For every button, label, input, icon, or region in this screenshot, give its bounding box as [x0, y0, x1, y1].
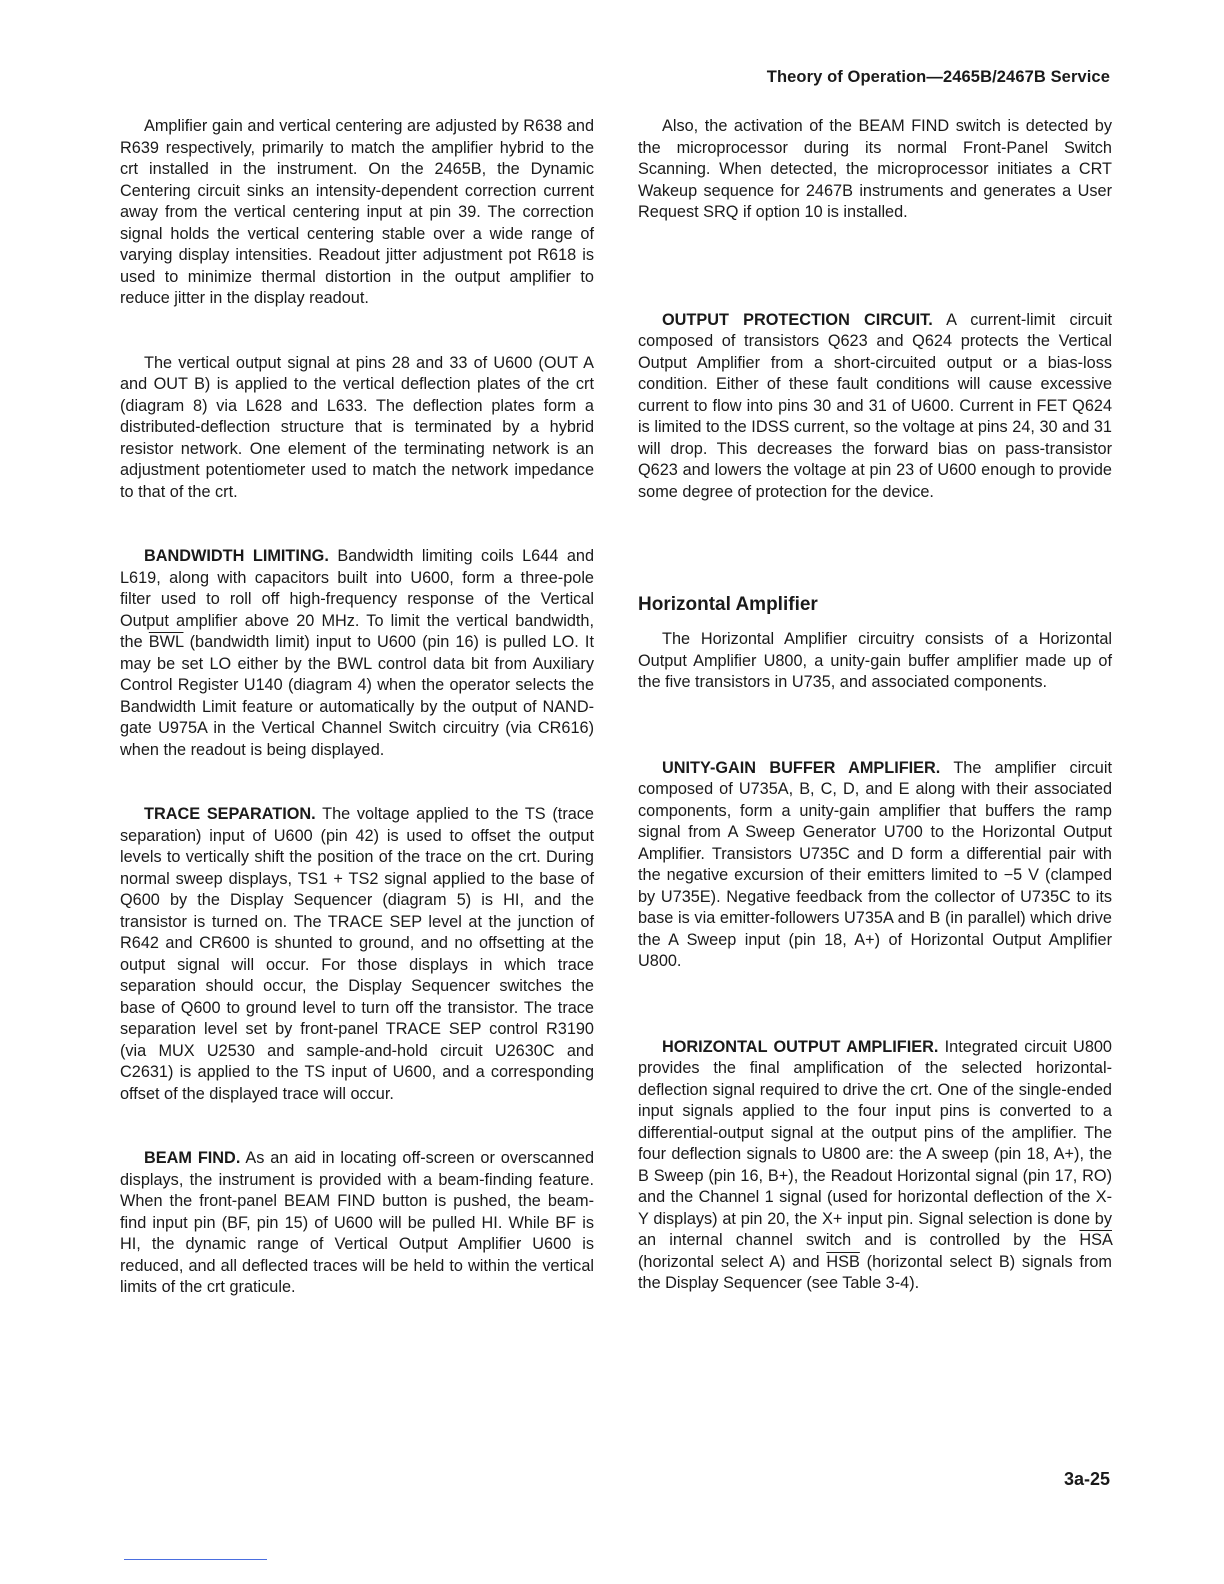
right-column — [638, 116, 1112, 1295]
trace-separation-paragraph — [120, 804, 594, 1105]
page-number: 3a-25 — [1063, 1469, 1110, 1489]
beam-find-heading: BEAM FIND. — [144, 1149, 241, 1167]
horizontal-amplifier-heading: Horizontal Amplifier — [638, 594, 818, 615]
hsb-signal: $\overline{HSB}$ — [826, 1252, 860, 1271]
bandwidth-limiting-paragraph — [120, 546, 594, 761]
hsa-signal: $\overline{HSA}$ — [1079, 1231, 1112, 1249]
output-protection-text: A current-limit circuit composed of transistors Q623 and Q624 protects the Vertical Output Amplifier from a short-circuited output or a bias-loss condition. Either of these fault conditions will cause excessive current to flow into pins 30 and 31 of U600. Current in FET Q624 is limited to the IDSS current, so the voltage at pins 24, 30 and 31 will drop. This decreases the forward bias on pass-transistor Q623 and lowers the voltage at pin 23 of U600 enough to provide some degree of protection for the device. — [638, 310, 1112, 501]
horizontal-output-text-3: (horizontal select B) signals from the Display Sequencer (see Table 3-4). — [638, 1252, 1112, 1292]
horizontal-output-text-1: Integrated circuit U800 provides the final amplification of the selected horizontal-deflection signal required to drive the crt. One of the single-ended input signals applied to the four input pins is converted to a differential-output signal at the output pins of the amplifier. The four deflection signals to U800 are: the A sweep (pin 18, A+), the B Sweep (pin 16, B+), the Readout Horizontal signal (pin 17, RO) and the Channel 1 signal (used for horizontal deflection of the X-Y displays) at pin 20, the X+ input pin. Signal selection is done by an internal channel switch and is controlled by the — [638, 1037, 1112, 1249]
scan-edge-line — [124, 1559, 267, 1560]
bandwidth-text-1: Bandwidth limiting coils L644 and L619, along with capacitors built into U600, form a three-pole filter used to roll off high-frequency response of the Vertical Output amplifier above 20 MHz. To limit the vertical bandwidth, the — [120, 547, 594, 651]
beam-find-text: As an aid in locating off-screen or overscanned displays, the instrument is provided with a beam-finding feature. When the front-panel BEAM FIND button is pushed, the beam-find input pin (BF, pin 15) of U600 will be pulled HI. While BF is HI, the dynamic range of Vertical Output Amplifier U600 is reduced, and all deflected traces will be held to within the vertical limits of the crt graticule. — [120, 1149, 595, 1296]
horizontal-output-paragraph — [638, 1037, 1112, 1295]
unity-gain-text: The amplifier circuit composed of U735A, B, C, D, and E along with their associated components, form a unity-gain amplifier that buffers the ramp signal from A Sweep Generator U700 to the Horizontal Output Amplifier. Transistors U735C and D form a differential pair with the negative excursion of their emitters limited to −5 V (clamped by U735E). Negative feedback from the collector of U735C to its base is via emitter-followers U735A and B (in parallel) which drive the A Sweep input (pin 18, A+) of Horizontal Output Amplifier U800. — [638, 758, 1112, 970]
horizontal-intro-paragraph: The Horizontal Amplifier circuitry consists of a Horizontal Output Amplifier U800, a unity-gain buffer amplifier made up of the five transistors in U735, and associated components. — [638, 630, 1112, 691]
output-protection-heading: OUTPUT PROTECTION CIRCUIT. — [662, 310, 933, 329]
horizontal-output-heading: HORIZONTAL OUTPUT AMPLIFIER. — [662, 1037, 939, 1056]
output-protection-paragraph — [638, 310, 1112, 504]
bwl-signal: $\overline{BWL}$ — [148, 633, 184, 651]
running-header: Theory of Operation—2465B/2467B Service — [766, 68, 1110, 86]
bandwidth-text-2: (bandwidth limit) input to U600 (pin 16) is pulled LO. It may be set LO either by the BWL control data bit from Auxiliary Control Register U140 (diagram 4) when the operator selects the Bandwidth Limit feature or automatically by the output of NAND-gate U975A in the Vertical Channel Switch circuitry (via CR616) when the readout is being displayed. — [120, 633, 594, 759]
unity-gain-paragraph — [638, 758, 1112, 973]
horizontal-output-text-2: (horizontal select A) and — [638, 1252, 827, 1271]
beam-find-switch-paragraph: Also, the activation of the BEAM FIND switch is detected by the microprocessor during its normal Front-Panel Switch Scanning. When detected, the microprocessor initiates a CRT Wakeup sequence for 2467B instruments and generates a User Request SRQ if option 10 is installed. — [638, 117, 1112, 221]
vertical-output-paragraph: The vertical output signal at pins 28 and 33 of U600 (OUT A and OUT B) is applied to the vertical deflection plates of the crt (diagram 8) via L628 and L633. The deflection plates form a distributed-deflection structure that is terminated by a hybrid resistor network. One element of the terminating network is an adjustment potentiometer used to match the network impedance to that of the crt. — [120, 353, 594, 501]
trace-separation-heading: TRACE SEPARATION. — [144, 805, 316, 823]
left-column — [120, 116, 594, 1299]
trace-separation-text: The voltage applied to the TS (trace separation) input of U600 (pin 42) is used to offset the output levels to vertically shift the position of the trace on the crt. During normal sweep displays, TS1 + TS2 signal applied to the base of Q600 by the Display Sequencer (diagram 5) is HI, and the transistor is turned on. The TRACE SEP level at the junction of R642 and CR600 is shunted to ground, and no offsetting at the output signal will occur. For those displays in which trace separation should occur, the Display Sequencer switches the base of Q600 to ground level to turn off the transistor. The trace separation level set by front-panel TRACE SEP control R3190 (via MUX U2530 and sample-and-hold circuit U2630C and C2631) is applied to the TS input of U600, and a corresponding offset of the displayed trace will occur. — [120, 805, 594, 1103]
bandwidth-limiting-heading: BANDWIDTH LIMITING. — [144, 547, 329, 565]
beam-find-paragraph — [120, 1148, 594, 1299]
unity-gain-heading: UNITY-GAIN BUFFER AMPLIFIER. — [662, 758, 941, 777]
amplifier-gain-paragraph: Amplifier gain and vertical centering are adjusted by R638 and R639 respectively, primarily to match the amplifier hybrid to the crt installed in the instrument. On the 2465B, the Dynamic Centering circuit sinks an intensity-dependent correction current away from the vertical centering input at pin 39. The correction signal holds the vertical centering stable over a wide range of varying display intensities. Readout jitter adjustment pot R618 is used to minimize thermal distortion in the output amplifier to reduce jitter in the display readout. — [120, 117, 594, 307]
